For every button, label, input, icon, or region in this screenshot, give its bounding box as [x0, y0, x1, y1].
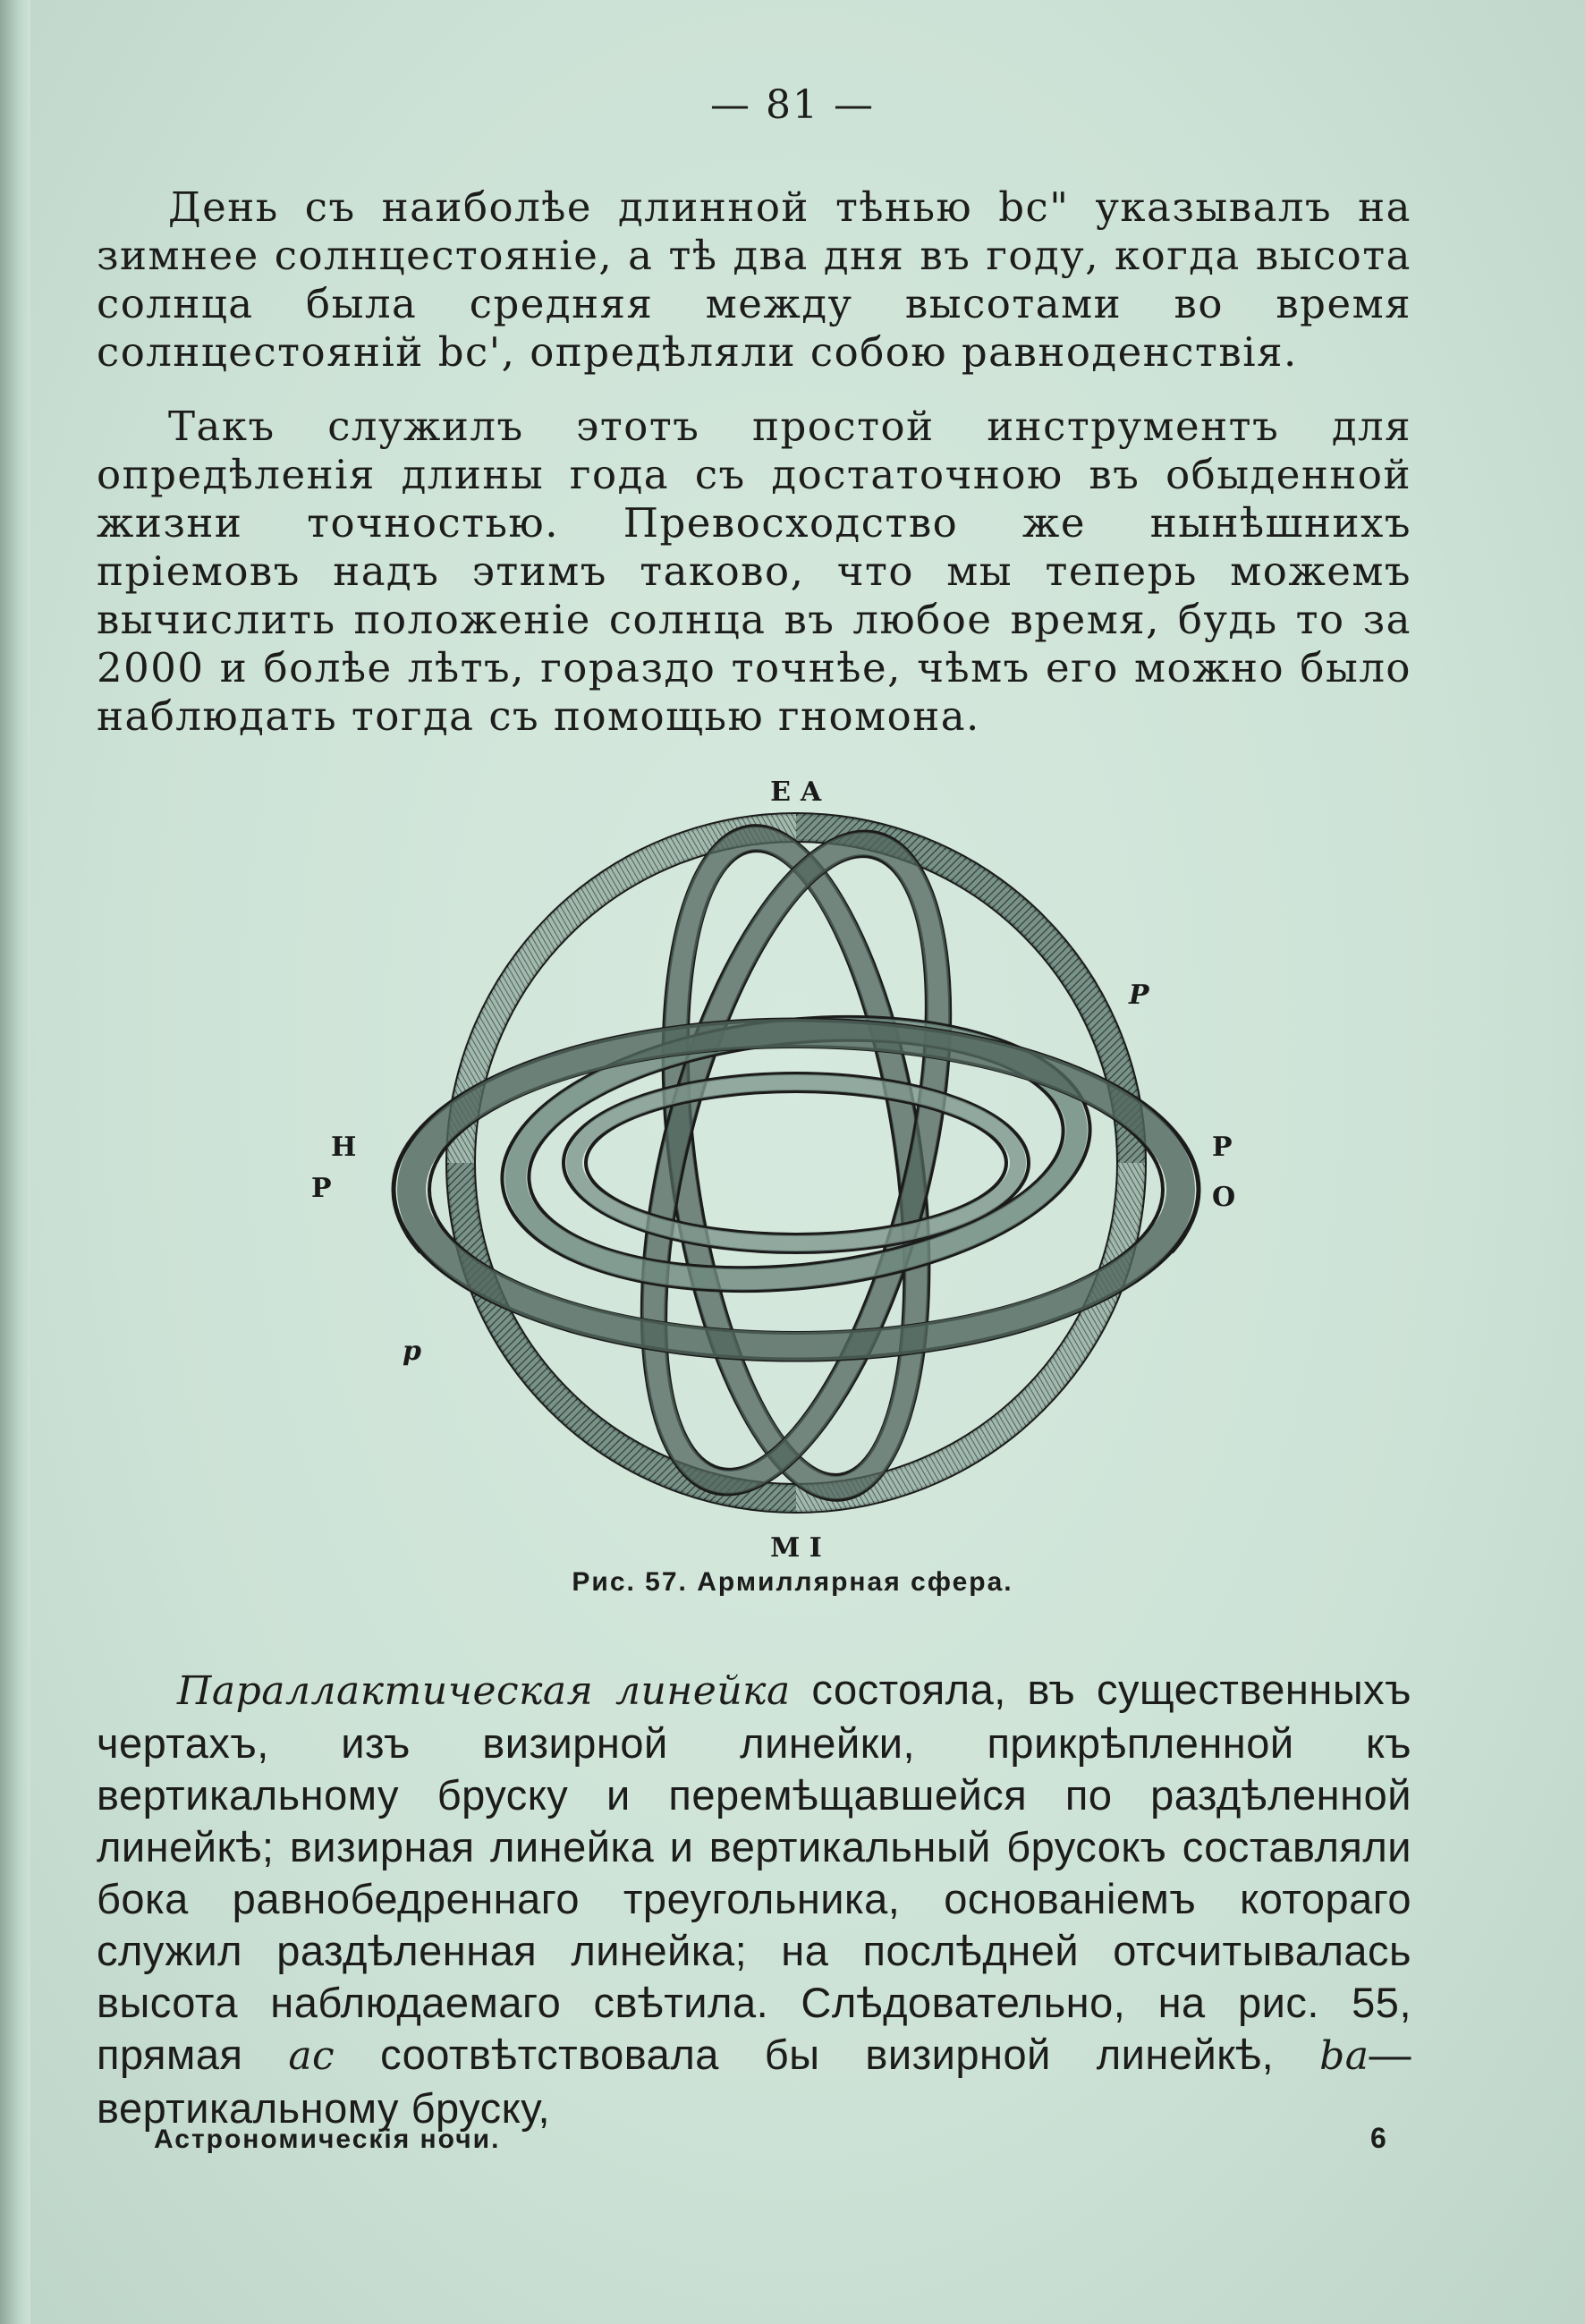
colure-rings [584, 801, 1009, 1525]
term-ba: ba [1319, 2033, 1369, 2079]
label-lower-left: p [403, 1336, 421, 1367]
paragraph-parallactic-rule [97, 1664, 1411, 2134]
label-right-upper: P [1212, 1132, 1233, 1163]
label-upper-right: P [1129, 980, 1149, 1011]
paragraph-gnomon: Такъ служилъ этотъ простой инструментъ для опредѣленія длины года съ достаточною въ обыденной жизни точностью. Превосходство же нынѣшнихъ пріемовъ надъ этимъ таково, что мы теперь можемъ вычислить положеніе солнца въ любое время, будь то за 2000 и болѣе лѣтъ, гораздо точнѣе, чѣмъ его можно было наблюдать тогда съ помощью гномона. [97, 403, 1411, 740]
paragraph-3-end: —вертикальному бруску, [97, 2031, 1411, 2132]
figure-caption: Рис. 57. Армиллярная сфера. [572, 1567, 1013, 1597]
label-bottom: M I [770, 1532, 822, 1564]
paragraph-3-text: состояла, въ существенныхъ чертахъ, изъ визирной линейки, прикрѣпленной къ вертикальному бруску и перемѣщавшейся по раздѣленной линейкѣ; визирная линейка и вертикальный брусокъ составляли бока равнобедреннаго треугольника, основаніемъ котораго служил раздѣленная линейка; на послѣдней отсчитывалась высота наблюдаемаго свѣтила. Слѣдовательно, на рис. 55, прямая [97, 1666, 1411, 2078]
paragraph-winter-solstice: День съ наиболѣе длинной тѣнью bc" указывалъ на зимнее солнцестояніе, а тѣ два дня въ году, когда высота солнца была средняя между высотами во время солнцестояній bc', опредѣляли собою равноденствія. [97, 183, 1411, 376]
term-ac: ac [288, 2033, 335, 2079]
page-number: — 81 — [710, 82, 875, 128]
footer-signature-number: 6 [1370, 2122, 1386, 2154]
armillary-sphere-illustration [295, 769, 1297, 1574]
meridian-ring [447, 814, 1145, 1512]
footer-book-title: Астрономическія ночи. [154, 2125, 501, 2154]
label-left-upper: H [331, 1132, 357, 1163]
label-top: Е А [770, 776, 822, 808]
label-left-lower: P [311, 1173, 332, 1204]
paragraph-3-mid: соотвѣтствовала бы визирной линейкѣ, [335, 2031, 1320, 2078]
label-right-lower: O [1212, 1182, 1236, 1213]
term-parallactic-rule: Параллактическая линейка [177, 1668, 791, 1714]
page-gutter-shadow [0, 0, 30, 2324]
